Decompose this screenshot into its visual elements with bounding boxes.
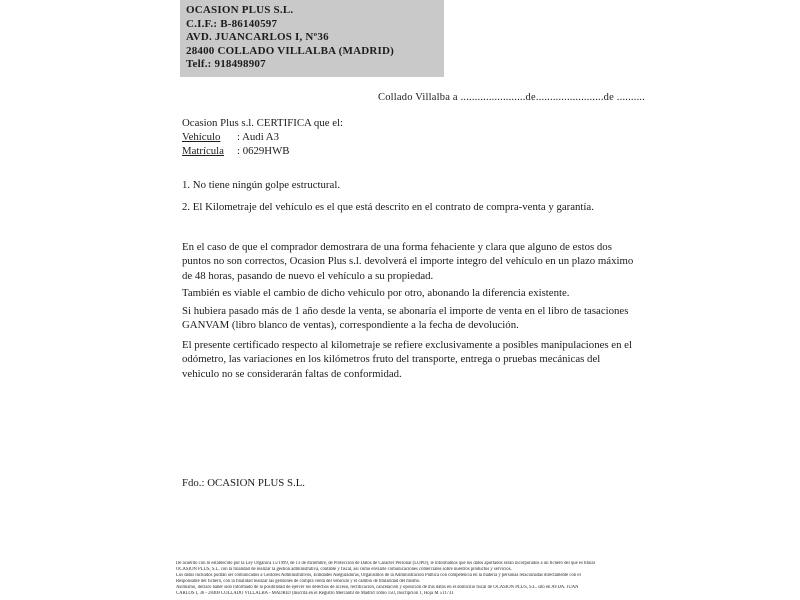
certify-intro: Ocasion Plus s.l. CERTIFICA que el:: [182, 117, 344, 129]
certification-block: [182, 116, 343, 158]
legal-line-4: Responsable del fichero, con la finalidad realizar las gestiones de compra venta del vehículo y el cambio de titularidad del mismo.: [176, 578, 421, 584]
company-city: 28400 COLLADO VILLALBA (MADRID): [186, 44, 394, 57]
company-address: AVD. JUANCARLOS I, Nº36: [186, 31, 329, 43]
company-phone: Telf.: 918498907: [186, 58, 266, 70]
paragraph-refund: En el caso de que el comprador demostrara de una forma fehaciente y clara que alguno de estos dos puntos no son correctos, Ocasion Plus s.l. devolverá el importe integro del vehículo en un plazo máximo de 48 horas, pasando de nuevo el vehículo a su propiedad.: [182, 241, 634, 282]
letterhead: [180, 0, 444, 77]
date-line: Collado Villalba a .......................de........................de ..........: [378, 92, 646, 103]
vehicle-row: [182, 130, 343, 144]
paragraph-odometer: El presente certificado respecto al kilometraje se refiere exclusivamente a posibles manipulaciones en el odómetro, las variaciones en los kilómetros fruto del transporte, entrega o pruebas mecánicas del vehiculo no se considerarán faltas de conformidad.: [182, 339, 632, 380]
company-name: OCASION PLUS S.L.: [186, 4, 294, 16]
plate-label: Matrícula: [182, 145, 224, 157]
legal-line-2: OCASIÓN PLUS, S.L. con la finalidad de realizar la gestión administrativa, contable y fiscal, así como enviarle comunicaciones comerciales sobre nuestros productos y servicios.: [176, 566, 512, 572]
legal-line-3: Los datos incluidos podrán ser comunicados a Gestores Administrativos, Entidades Aseguradoras, Organismos de la Administración Pública con competencia en la materia y personas relacionadas directamente con el: [176, 572, 581, 578]
plate-row: [182, 144, 343, 158]
paragraph-exchange: También es viable el cambio de dicho vehiculo por otro, abonando la diferencia existente.: [182, 287, 570, 299]
plate-value: : 0629HWB: [237, 145, 290, 157]
legal-line-5: Asimismo, declaro haber sido informado de la posibilidad de ejercer los derechos de acceso, rectificación, cancelación y oposición de mis datos en el domicilio fiscal de OCASIÓN PLUS, S.L. sito en AVDA. JUAN: [176, 584, 579, 590]
point-1: 1. No tiene ningún golpe estructural.: [182, 179, 341, 191]
vehicle-label: Vehículo: [182, 131, 221, 143]
paragraph-ganvam: Si hubiera pasado más de 1 año desde la venta, se abonaría el importe de venta en el libro de tasaciones GANVAM (libro blanco de ventas), correspondiente a la fecha de devolución.: [182, 305, 629, 332]
legal-fine-print: [176, 561, 618, 596]
legal-line-1: De acuerdo con lo establecido por la Ley Orgánica 15/1999, de 13 de diciembre, de Protección de Datos de Carácter Personal (LOPD), le informamos que los datos aportados serán incorporados a un fichero del que es titular: [176, 561, 596, 566]
point-2: 2. El Kilometraje del vehículo es el que está descrito en el contrato de compra-venta y garantía.: [182, 201, 594, 213]
vehicle-value: : Audi A3: [237, 131, 279, 143]
signature-line: Fdo.: OCASION PLUS S.L.: [182, 477, 305, 489]
company-cif: C.I.F.: B-86140597: [186, 17, 278, 30]
legal-line-6: CARLOS I, 36 - 28400 COLLADO VILLALBA - MADRID (Inscrita en el Registro Mercantil de Madrid Tomo 150, Inscripción 1, Hoja M 511731: [176, 590, 454, 596]
